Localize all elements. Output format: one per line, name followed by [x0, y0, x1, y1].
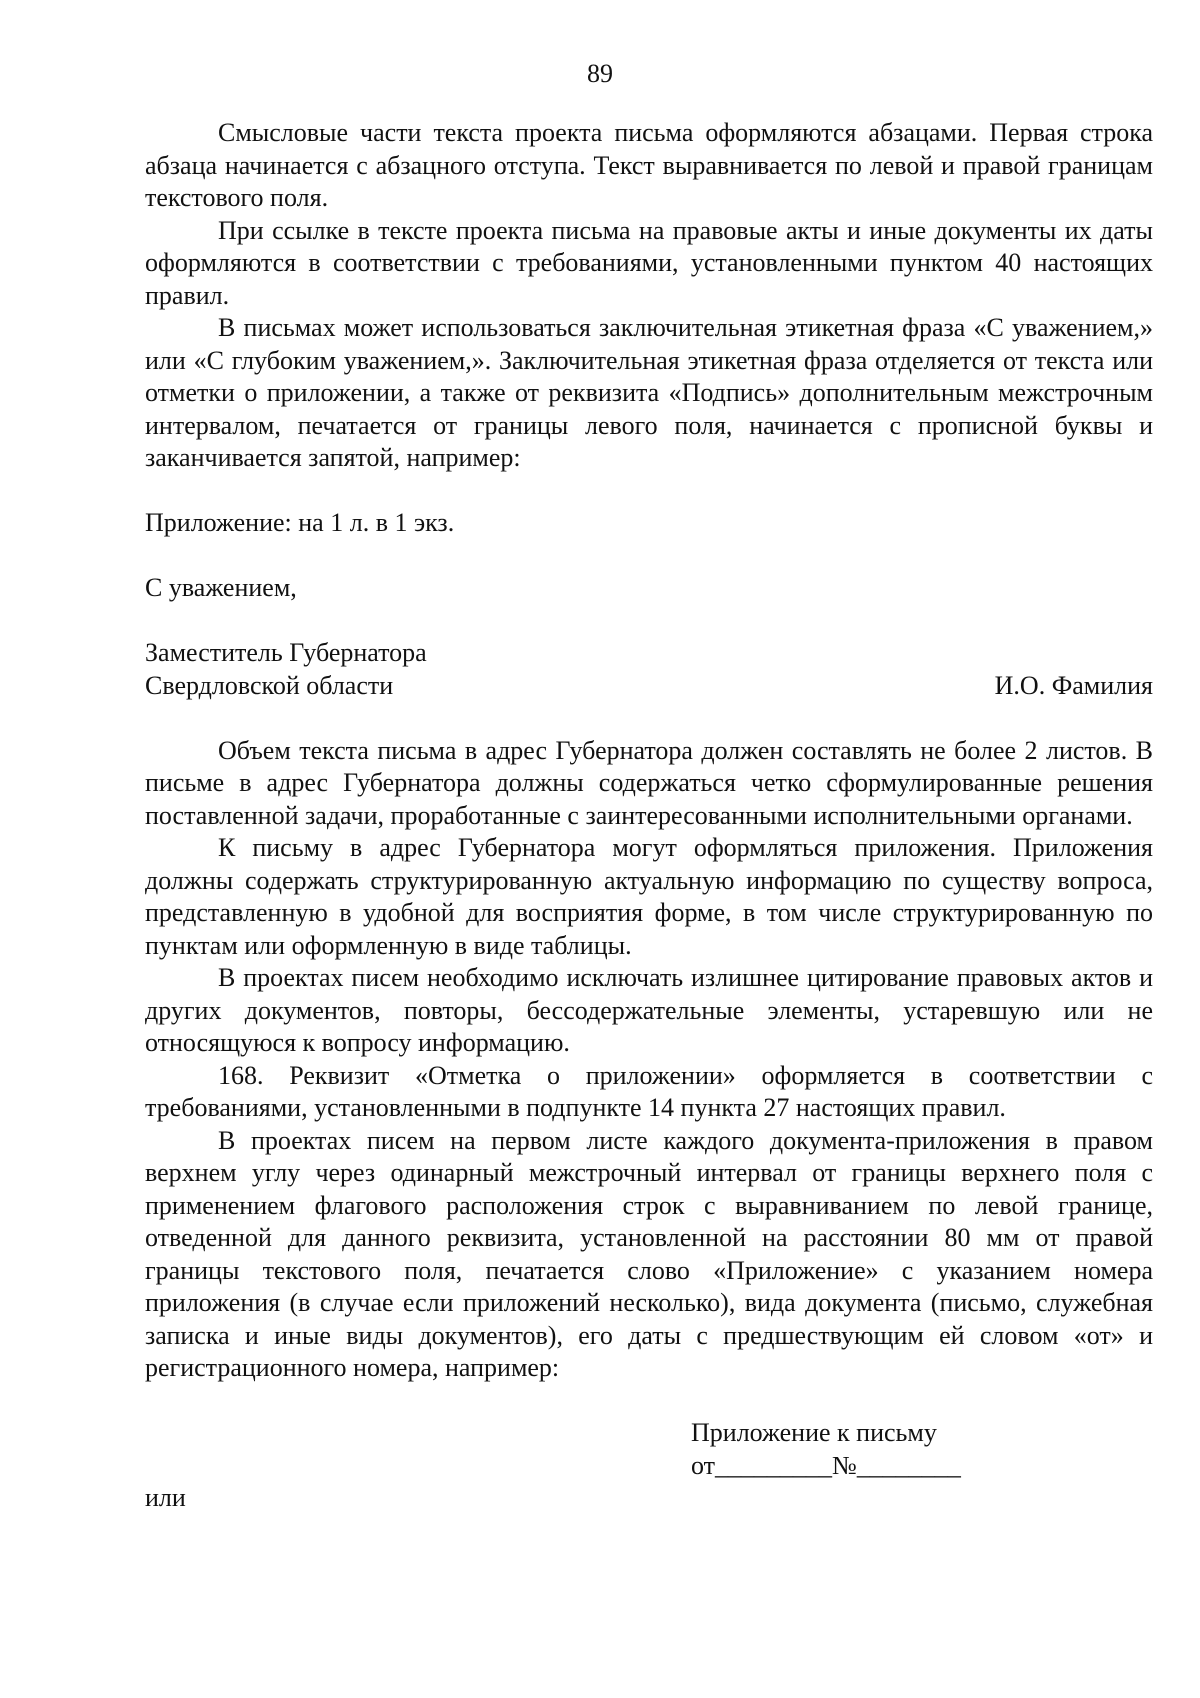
paragraph-semantic-parts: Смысловые части текста проекта письма оформляются абзацами. Первая строка абзаца начинается с абзацного отступа. Текст выравнивается по левой и правой границам текстового поля.: [145, 118, 1153, 212]
paragraph-168: 168. Реквизит «Отметка о приложении» оформляется в соответствии с требованиями, установленными в подпункте 14 пункта 27 настоящих правил.: [145, 1060, 1153, 1122]
appendix-stamp-line2: от_________№________: [691, 1450, 961, 1480]
spacer: [145, 540, 1153, 573]
example-attachment-note: Приложение: на 1 л. в 1 экз.: [145, 508, 455, 537]
signer-name: И.О. Фамилия: [994, 670, 1153, 700]
spacer: [145, 1385, 1153, 1418]
trailing-word: или: [145, 1483, 186, 1512]
signer-position-line1: Заместитель Губернатора: [145, 638, 427, 667]
appendix-stamp-line1: Приложение к письму: [691, 1418, 937, 1447]
paragraph-excessive-citations: В проектах писем необходимо исключать излишнее цитирование правовых актов и других документов, повторы, бессодержательные элементы, устаревшую или не относящуюся к вопросу информацию.: [145, 963, 1153, 1057]
paragraph-legal-references: При ссылке в тексте проекта письма на правовые акты и иные документы их даты оформляются в соответствии с требованиями, установленными пунктом 40 настоящих правил.: [145, 215, 1153, 310]
spacer: [145, 605, 1153, 638]
appendix-stamp-example: [691, 1417, 1153, 1482]
paragraph-governor-letter-attachments: К письму в адрес Губернатора могут оформляться приложения. Приложения должны содержать структурированную актуальную информацию по существу вопроса, представленную в удобной для восприятия форме, в том числе структурированную по пунктам или оформленную в виде таблицы.: [145, 833, 1153, 960]
signer-position: [145, 637, 427, 702]
example-closing: С уважением,: [145, 573, 297, 602]
paragraph-attachment-mark: В проектах писем на первом листе каждого документа-приложения в правом верхнем углу через одинарный межстрочный интервал от границы верхнего поля с применением флагового расположения строк с выравниванием по левой границе, отведенной для данного реквизита, установленной на расстоянии 80 мм от правой границы текстового поля, печатается слово «Приложение» с указанием номера приложения (в случае если приложений несколько), вида документа (письмо, служебная записка и иные виды документов), его даты с предшествующим ей словом «от» и регистрационного номера, например:: [145, 1125, 1153, 1382]
example-signature-block: [145, 637, 1153, 702]
paragraph-closing-phrase: В письмах может использоваться заключительная этикетная фраза «С уважением,» или «С глубоким уважением,». Заключительная этикетная фраза отделяется от текста или отметки о приложении, а также от реквизита «Подпись» дополнительным межстрочным интервалом, печатается от границы левого поля, начинается с прописной буквы и заканчивается запятой, например:: [145, 313, 1153, 472]
document-body: [145, 117, 1153, 1515]
signer-position-line2: Свердловской области: [145, 670, 394, 700]
page-number: 89: [587, 59, 613, 88]
spacer: [145, 475, 1153, 508]
paragraph-governor-letter-volume: Объем текста письма в адрес Губернатора должен составлять не более 2 листов. В письме в адрес Губернатора должны содержаться четко сформулированные решения поставленной задачи, проработанные с заинтересованными исполнительными органами.: [145, 735, 1153, 830]
spacer: [145, 702, 1153, 735]
